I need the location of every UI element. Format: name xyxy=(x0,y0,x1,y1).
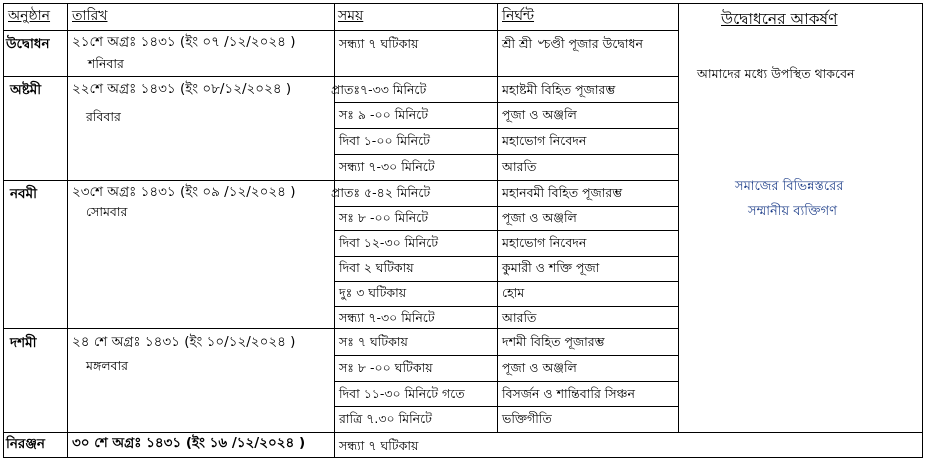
activity-cell: ভক্তিগীতি xyxy=(502,411,552,426)
grid-line xyxy=(678,3,679,432)
grid-line xyxy=(334,128,678,129)
activity-cell: আরতি xyxy=(502,310,537,325)
time-cell: সঃ ৮ -০০ মিনিটে xyxy=(339,210,429,225)
grid-line xyxy=(67,3,68,458)
grid-line xyxy=(922,3,923,458)
grid-line xyxy=(334,102,678,103)
attraction-title: উদ্বোধনের আকর্ষণ xyxy=(721,10,838,28)
grid-line xyxy=(3,30,678,31)
grid-line xyxy=(334,306,678,307)
activity-cell: বিসর্জন ও শান্তিবারি সিঞ্চন xyxy=(502,386,636,401)
grid-line xyxy=(3,3,678,4)
time-cell: দিবা ২ ঘটিকায় xyxy=(339,260,414,275)
time-cell: দিবা ১২-৩০ মিনিটে xyxy=(339,235,439,250)
grid-line xyxy=(497,3,498,432)
guests-line-1: সমাজের বিভিন্নস্তরের xyxy=(735,179,844,194)
header-event: অনুষ্ঠান xyxy=(8,8,51,24)
time-cell: সন্ধ্যা ৭-৩০ মিনিটে xyxy=(339,159,435,174)
activity-cell: আরতি xyxy=(502,159,537,174)
time-cell: সঃ ৭ ঘটিকায় xyxy=(339,334,408,349)
grid-line xyxy=(678,3,923,4)
activity-cell: পূজা ও অঞ্জলি xyxy=(502,107,577,122)
event-name: উদ্বোধন xyxy=(6,36,50,52)
time-cell: দিবা ১১-৩০ মিনিটে গতে xyxy=(339,386,465,401)
event-date: ৩০ শে অগ্রঃ ১৪৩১ (ইং ১৬ /১২/২০২৪ ) xyxy=(72,435,306,451)
time-cell: সন্ধ্যা ৭ ঘটিকায় xyxy=(339,438,419,453)
grid-line xyxy=(3,76,678,77)
time-cell: দুঃ ৩ ঘটিকায় xyxy=(339,285,407,300)
event-name: অষ্টমী xyxy=(10,82,42,98)
time-cell: সন্ধ্যা ৭ ঘটিকায় xyxy=(339,36,419,51)
activity-cell: পূজা ও অঞ্জলি xyxy=(502,210,577,225)
event-date: ২১শে অগ্রঃ ১৪৩১ (ইং ০৭ /১২/২০২৪ ) xyxy=(72,34,296,50)
time-cell: রাত্রি ৭.৩০ মিনিটে xyxy=(339,411,432,426)
grid-line xyxy=(334,206,678,207)
activity-cell: মহাষ্টমী বিহিত পূজারম্ভ xyxy=(502,82,616,97)
grid-line xyxy=(3,432,678,433)
grid-line xyxy=(334,3,335,458)
header-time: সময় xyxy=(338,8,364,24)
grid-line xyxy=(3,457,923,458)
grid-line xyxy=(334,406,678,407)
time-cell: সঃ ৯ -০০ মিনিটে xyxy=(339,107,429,122)
event-day: সোমবার xyxy=(86,204,128,219)
time-cell: প্রাতঃ৭-৩৩ মিনিটে xyxy=(331,82,427,97)
header-date: তারিখ xyxy=(72,8,108,24)
event-name: দশমী xyxy=(10,335,37,351)
grid-line xyxy=(3,328,678,329)
event-date: ২৪ শে অগ্রঃ ১৪৩১ (ইং ১০/১২/২০২৪ ) xyxy=(72,334,296,350)
event-name: নবমী xyxy=(10,186,37,202)
activity-cell: মহানবমী বিহিত পূজারম্ভ xyxy=(502,185,623,200)
grid-line xyxy=(334,355,678,356)
time-cell: সন্ধ্যা ৭-৩০ মিনিটে xyxy=(339,310,435,325)
grid-line xyxy=(3,180,678,181)
activity-cell: হোম xyxy=(502,285,525,300)
grid-line xyxy=(3,3,4,458)
event-day: রবিবার xyxy=(86,109,121,124)
time-cell: সঃ ৮ -০০ ঘটিকায় xyxy=(339,360,433,375)
header-schedule: নির্ঘন্ট xyxy=(502,8,535,24)
time-cell: দিবা ১-০০ মিনিটে xyxy=(339,133,430,148)
time-cell: প্রাতঃ ৫-৪২ মিনিটে xyxy=(331,185,431,200)
grid-line xyxy=(334,281,678,282)
event-day: মঙ্গলবার xyxy=(86,358,129,373)
event-day: শনিবার xyxy=(88,56,124,71)
event-date: ২২শে অগ্রঃ ১৪৩১ (ইং ০৮/১২/২০২৪ ) xyxy=(72,81,292,97)
presence-text: আমাদের মধ্যে উপস্থিত থাকবেন xyxy=(697,66,855,81)
activity-cell: মহাভোগ নিবেদন xyxy=(502,133,587,148)
event-name: নিরঞ্জন xyxy=(6,436,45,452)
grid-line xyxy=(678,432,923,433)
grid-line xyxy=(334,154,678,155)
guests-line-2: সম্মানীয় ব্যক্তিগণ xyxy=(748,204,838,219)
event-date: ২৩শে অগ্রঃ ১৪৩১ (ইং ০৯ /১২/২০২৪ ) xyxy=(72,184,296,200)
activity-cell: দশমী বিহিত পূজারম্ভ xyxy=(502,334,605,349)
grid-line xyxy=(334,381,678,382)
activity-cell: মহাভোগ নিবেদন xyxy=(502,235,587,250)
activity-cell: শ্রী শ্রী ৺চণ্ডী পূজার উদ্বোধন xyxy=(502,36,643,51)
activity-cell: কুমারী ও শক্তি পূজা xyxy=(502,260,600,275)
grid-line xyxy=(334,256,678,257)
activity-cell: পূজা ও অঞ্জলি xyxy=(502,360,577,375)
grid-line xyxy=(334,230,678,231)
